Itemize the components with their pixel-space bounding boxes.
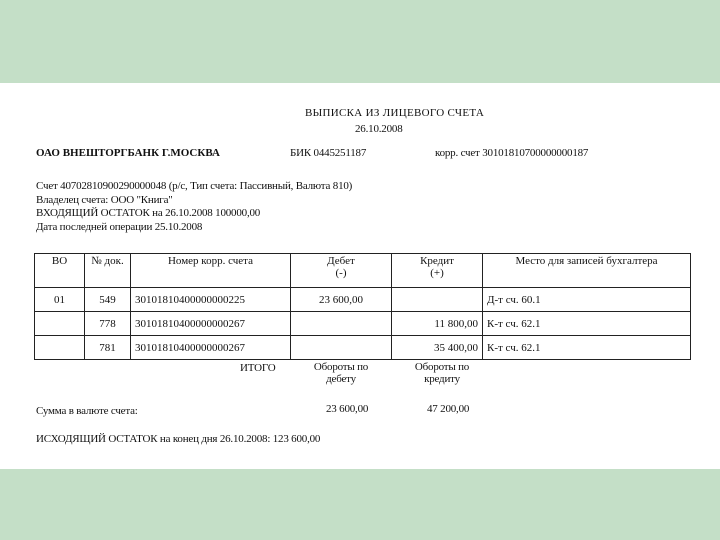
header-accountant-notes: Место для записей бухгалтера [483, 254, 691, 288]
row-doc-number: 549 [85, 288, 131, 312]
operations-table [34, 253, 691, 360]
header-corr-account: Номер корр. счета [131, 254, 291, 288]
credit-turnover-label: Обороты по кредиту [414, 361, 470, 385]
header-debit-label: Дебет [327, 255, 355, 267]
table-row [35, 312, 691, 336]
bank-name: ОАО ВНЕШТОРГБАНК Г.МОСКВА [36, 147, 220, 159]
table-header-row [35, 254, 691, 288]
header-debit-sign: (-) [335, 267, 347, 279]
row-credit: 35 400,00 [392, 336, 483, 360]
sum-credit: 47 200,00 [427, 403, 470, 415]
last-operation-date: Дата последней операции 25.10.2008 [36, 221, 203, 233]
row-vo [35, 336, 85, 360]
bank-bik: БИК 0445251187 [290, 147, 367, 159]
row-debit: 23 600,00 [291, 288, 392, 312]
totals-label: ИТОГО [240, 362, 276, 374]
header-vo: ВО [35, 254, 85, 288]
table-row [35, 288, 691, 312]
statement-date: 26.10.2008 [355, 123, 403, 135]
header-doc-number: № док. [85, 254, 131, 288]
header-debit [291, 254, 392, 288]
row-vo: 01 [35, 288, 85, 312]
row-notes: К-т сч. 62.1 [483, 312, 691, 336]
corr-account: корр. счет 30101810700000000187 [435, 147, 589, 159]
bank-statement-document [0, 83, 720, 469]
statement-title: ВЫПИСКА ИЗ ЛИЦЕВОГО СЧЕТА [305, 107, 485, 119]
header-credit-sign: (+) [430, 267, 444, 279]
account-owner: Владелец счета: ООО "Книга" [36, 194, 173, 206]
opening-balance: ВХОДЯЩИЙ ОСТАТОК на 26.10.2008 100000,00 [36, 207, 261, 219]
header-credit [392, 254, 483, 288]
row-corr-account: 30101810400000000267 [131, 336, 291, 360]
row-debit [291, 312, 392, 336]
row-notes: К-т сч. 62.1 [483, 336, 691, 360]
sum-debit: 23 600,00 [326, 403, 369, 415]
row-credit: 11 800,00 [392, 312, 483, 336]
row-doc-number: 781 [85, 336, 131, 360]
header-credit-label: Кредит [420, 255, 454, 267]
row-doc-number: 778 [85, 312, 131, 336]
row-corr-account: 30101810400000000267 [131, 312, 291, 336]
debit-turnover-label: Обороты по дебету [313, 361, 369, 385]
row-notes: Д-т сч. 60.1 [483, 288, 691, 312]
account-line: Счет 40702810900290000048 (р/с, Тип счета: Пассивный, Валюта 810) [36, 180, 353, 192]
table-row [35, 336, 691, 360]
row-debit [291, 336, 392, 360]
row-corr-account: 30101810400000000225 [131, 288, 291, 312]
sum-in-currency-label: Сумма в валюте счета: [36, 405, 138, 417]
row-vo [35, 312, 85, 336]
closing-balance: ИСХОДЯЩИЙ ОСТАТОК на конец дня 26.10.2008: 123 600,00 [36, 433, 321, 445]
row-credit [392, 288, 483, 312]
